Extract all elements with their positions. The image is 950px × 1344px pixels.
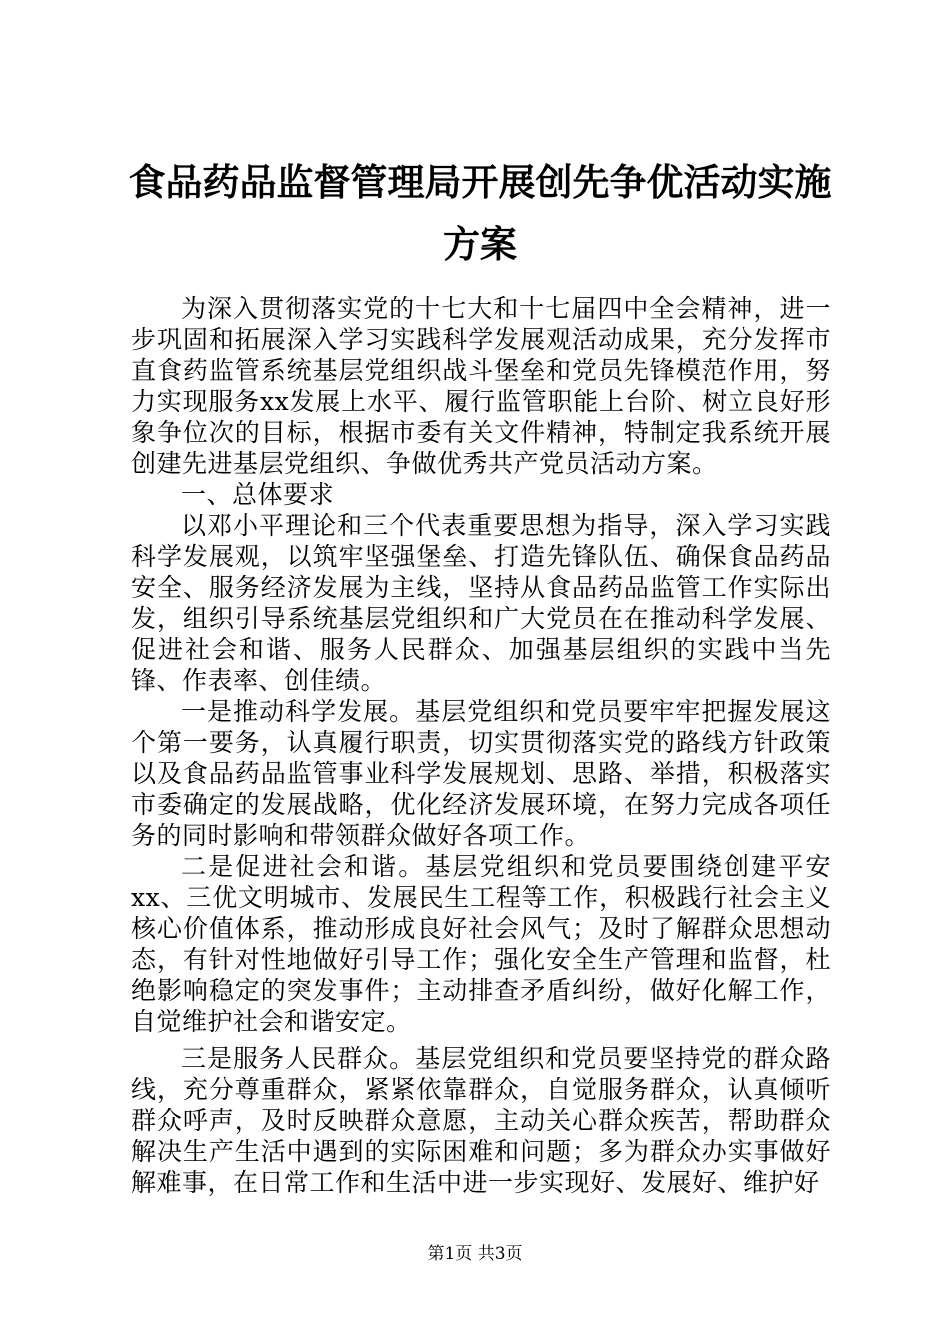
paragraph-guiding-principle: 以邓小平理论和三个代表重要思想为指导，深入学习实践科学发展观，以筑牢坚强堡垒、打造先锋队伍、确保食品药品安全、服务经济发展为主线，坚持从食品药品监管工作实际出发，组织引导系统基层党组织和广大党员在在推动科学发展、促进社会和谐、服务人民群众、加强基层组织的实践中当先锋、作表率、创佳绩。 xyxy=(131,511,831,695)
paragraph-promote-development: 一是推动科学发展。基层党组织和党员要牢牢把握发展这个第一要务，认真履行职责，切实贯彻落实党的路线方针政策以及食品药品监管事业科学发展规划、思路、举措，积极落实市委确定的发展战略，优化经济发展环境，在努力完成各项任务的同时影响和带领群众做好各项工作。 xyxy=(131,697,831,850)
section-heading-general-requirements: 一、总体要求 xyxy=(181,480,335,509)
paragraph-social-harmony: 二是促进社会和谐。基层党组织和党员要围绕创建平安xx、三优文明城市、发展民生工程等工作，积极践行社会主义核心价值体系，推动形成良好社会风气；及时了解群众思想动态，有针对性地做好引导工作；强化安全生产管理和监督，杜绝影响稳定的突发事件；主动排查矛盾纠纷，做好化解工作，自觉维护社会和谐安定。 xyxy=(131,852,831,1036)
page-number-footer: 第1页 共3页 xyxy=(427,1244,523,1264)
document-title: 食品药品监督管理局开展创先争优活动实施方案 xyxy=(128,161,832,266)
document-body xyxy=(131,293,831,1198)
paragraph-intro: 为深入贯彻落实党的十七大和十七届四中全会精神，进一步巩固和拓展深入学习实践科学发展观活动成果，充分发挥市直食药监管系统基层党组织战斗堡垒和党员先锋模范作用，努力实现服务xx发展上水平、履行监管职能上台阶、树立良好形象争位次的目标，根据市委有关文件精神，特制定我系统开展创建先进基层党组织、争做优秀共产党员活动方案。 xyxy=(131,294,831,478)
paragraph-serve-people: 三是服务人民群众。基层党组织和党员要坚持党的群众路线，充分尊重群众，紧紧依靠群众，自觉服务群众，认真倾听群众呼声，及时反映群众意愿，主动关心群众疾苦，帮助群众解决生产生活中遇到的实际困难和问题；多为群众办实事做好解难事，在日常工作和生活中进一步实现好、发展好、维护好 xyxy=(131,1044,831,1197)
